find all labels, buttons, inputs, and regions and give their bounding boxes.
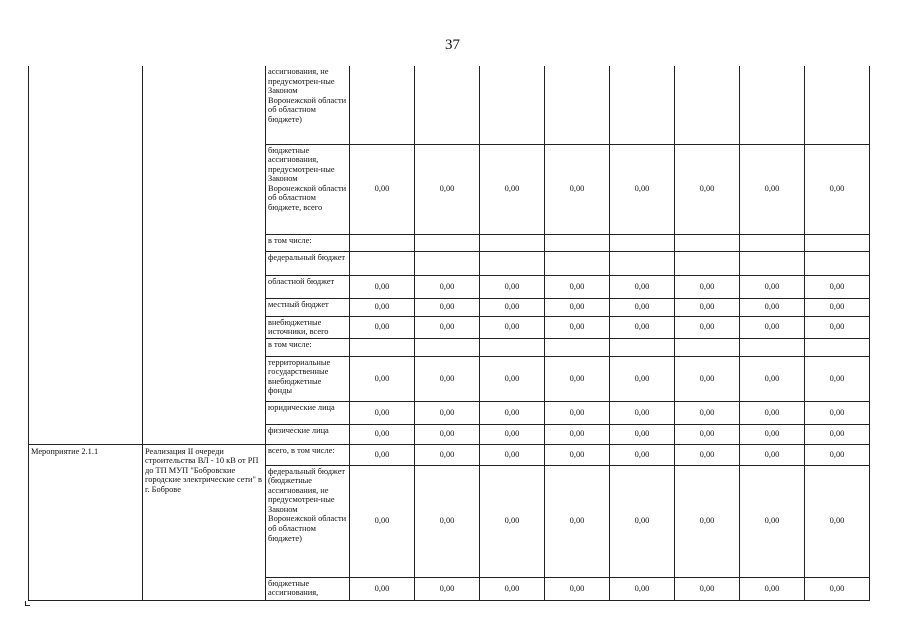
value-cell: 0,00 <box>415 444 480 465</box>
value-cell: 0,00 <box>805 401 870 424</box>
value-cell <box>350 251 415 275</box>
funding-source-label: федеральный бюджет <box>266 251 350 275</box>
value-cell: 0,00 <box>350 465 415 577</box>
value-cell: 0,00 <box>740 444 805 465</box>
budget-table <box>28 66 870 601</box>
value-cell: 0,00 <box>675 298 740 316</box>
value-cell: 0,00 <box>610 298 675 316</box>
value-cell: 0,00 <box>350 444 415 465</box>
value-cell <box>415 234 480 251</box>
value-cell: 0,00 <box>350 424 415 444</box>
value-cell <box>350 66 415 144</box>
value-cell <box>805 66 870 144</box>
value-cell: 0,00 <box>740 424 805 444</box>
corner-mark <box>25 601 30 606</box>
funding-source-label: в том числе: <box>266 338 350 356</box>
value-cell: 0,00 <box>350 275 415 298</box>
value-cell: 0,00 <box>740 298 805 316</box>
value-cell: 0,00 <box>480 298 545 316</box>
event-name-cell <box>29 66 143 444</box>
value-cell: 0,00 <box>675 275 740 298</box>
value-cell: 0,00 <box>545 444 610 465</box>
value-cell <box>740 66 805 144</box>
value-cell <box>480 251 545 275</box>
value-cell: 0,00 <box>480 401 545 424</box>
value-cell: 0,00 <box>805 144 870 234</box>
value-cell <box>675 338 740 356</box>
value-cell <box>610 251 675 275</box>
value-cell: 0,00 <box>675 356 740 401</box>
value-cell: 0,00 <box>740 316 805 338</box>
value-cell: 0,00 <box>740 144 805 234</box>
value-cell <box>675 234 740 251</box>
value-cell: 0,00 <box>740 577 805 600</box>
value-cell: 0,00 <box>545 144 610 234</box>
value-cell: 0,00 <box>350 401 415 424</box>
funding-source-label: территориальные государственные внебюджетные фонды <box>266 356 350 401</box>
value-cell <box>740 234 805 251</box>
funding-source-label: местный бюджет <box>266 298 350 316</box>
value-cell: 0,00 <box>545 401 610 424</box>
value-cell: 0,00 <box>675 144 740 234</box>
value-cell: 0,00 <box>610 356 675 401</box>
value-cell: 0,00 <box>480 316 545 338</box>
value-cell: 0,00 <box>545 356 610 401</box>
value-cell: 0,00 <box>610 144 675 234</box>
value-cell: 0,00 <box>675 401 740 424</box>
funding-source-label: федеральный бюджет (бюджетные ассигнования, не предусмотрен-ные Законом Воронежской области об областном бюджете) <box>266 465 350 577</box>
value-cell: 0,00 <box>545 424 610 444</box>
value-cell <box>480 66 545 144</box>
value-cell <box>805 251 870 275</box>
value-cell: 0,00 <box>415 298 480 316</box>
value-cell: 0,00 <box>480 444 545 465</box>
value-cell <box>805 338 870 356</box>
funding-source-label: физические лица <box>266 424 350 444</box>
value-cell <box>480 234 545 251</box>
table-row <box>29 66 870 144</box>
value-cell <box>610 66 675 144</box>
value-cell: 0,00 <box>805 465 870 577</box>
value-cell: 0,00 <box>480 577 545 600</box>
value-cell: 0,00 <box>545 465 610 577</box>
funding-source-label: юридические лица <box>266 401 350 424</box>
value-cell <box>740 251 805 275</box>
value-cell: 0,00 <box>610 401 675 424</box>
event-description-cell <box>143 66 266 444</box>
value-cell: 0,00 <box>610 424 675 444</box>
value-cell <box>675 251 740 275</box>
event-name-cell: Мероприятие 2.1.1 <box>29 444 143 600</box>
value-cell: 0,00 <box>415 144 480 234</box>
value-cell: 0,00 <box>480 424 545 444</box>
value-cell: 0,00 <box>805 577 870 600</box>
value-cell: 0,00 <box>675 444 740 465</box>
value-cell: 0,00 <box>610 275 675 298</box>
value-cell <box>545 234 610 251</box>
value-cell <box>415 338 480 356</box>
table-row <box>29 444 870 465</box>
value-cell <box>415 66 480 144</box>
value-cell: 0,00 <box>480 275 545 298</box>
value-cell: 0,00 <box>675 577 740 600</box>
value-cell <box>610 338 675 356</box>
funding-source-label: в том числе: <box>266 234 350 251</box>
value-cell: 0,00 <box>805 424 870 444</box>
value-cell: 0,00 <box>740 401 805 424</box>
value-cell: 0,00 <box>480 144 545 234</box>
value-cell: 0,00 <box>675 465 740 577</box>
value-cell: 0,00 <box>415 401 480 424</box>
value-cell <box>480 338 545 356</box>
value-cell: 0,00 <box>545 316 610 338</box>
value-cell: 0,00 <box>545 275 610 298</box>
value-cell <box>805 234 870 251</box>
value-cell: 0,00 <box>610 577 675 600</box>
value-cell: 0,00 <box>415 275 480 298</box>
page-number: 37 <box>445 37 460 53</box>
funding-source-label: бюджетные ассигнования, <box>266 577 350 600</box>
value-cell <box>545 251 610 275</box>
value-cell: 0,00 <box>740 275 805 298</box>
value-cell: 0,00 <box>805 444 870 465</box>
value-cell <box>350 338 415 356</box>
value-cell: 0,00 <box>610 316 675 338</box>
value-cell <box>545 66 610 144</box>
value-cell <box>675 66 740 144</box>
funding-source-label: всего, в том числе: <box>266 444 350 465</box>
value-cell: 0,00 <box>545 298 610 316</box>
funding-source-label: областной бюджет <box>266 275 350 298</box>
value-cell: 0,00 <box>415 424 480 444</box>
value-cell <box>545 338 610 356</box>
value-cell: 0,00 <box>350 356 415 401</box>
value-cell: 0,00 <box>805 298 870 316</box>
value-cell: 0,00 <box>350 577 415 600</box>
funding-source-label: внебюджетные источники, всего <box>266 316 350 338</box>
value-cell <box>350 234 415 251</box>
value-cell <box>740 338 805 356</box>
value-cell: 0,00 <box>740 356 805 401</box>
event-description-cell: Реализация II очереди строительства ВЛ - 10 кВ от РП до ТП МУП "Бобровские городские электрические сети" в г. Боброве <box>143 444 266 600</box>
value-cell: 0,00 <box>545 577 610 600</box>
value-cell: 0,00 <box>350 298 415 316</box>
value-cell <box>415 251 480 275</box>
value-cell: 0,00 <box>415 465 480 577</box>
value-cell: 0,00 <box>805 275 870 298</box>
value-cell: 0,00 <box>480 356 545 401</box>
value-cell: 0,00 <box>350 316 415 338</box>
funding-source-label: бюджетные ассигнования, предусмотрен-ные Законом Воронежской области об областном бюджете, всего <box>266 144 350 234</box>
value-cell: 0,00 <box>675 424 740 444</box>
value-cell: 0,00 <box>805 316 870 338</box>
value-cell: 0,00 <box>610 465 675 577</box>
value-cell <box>610 234 675 251</box>
value-cell: 0,00 <box>805 356 870 401</box>
value-cell: 0,00 <box>740 465 805 577</box>
value-cell: 0,00 <box>675 316 740 338</box>
funding-source-label: ассигнования, не предусмотрен-ные Законом Воронежской области об областном бюджете) <box>266 66 350 144</box>
value-cell: 0,00 <box>415 316 480 338</box>
value-cell: 0,00 <box>610 444 675 465</box>
value-cell: 0,00 <box>480 465 545 577</box>
value-cell: 0,00 <box>415 356 480 401</box>
value-cell: 0,00 <box>415 577 480 600</box>
value-cell: 0,00 <box>350 144 415 234</box>
